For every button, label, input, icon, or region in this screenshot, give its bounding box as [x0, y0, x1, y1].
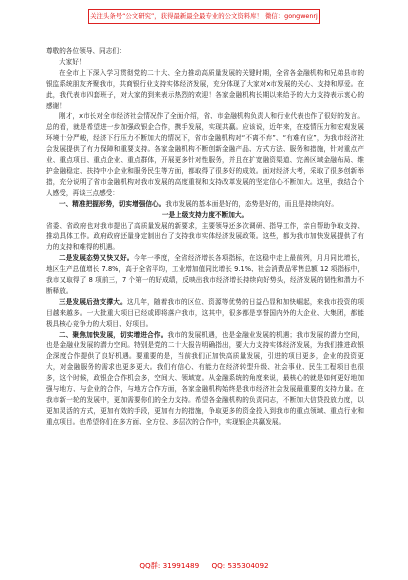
- document-body: [46, 46, 364, 428]
- greeting: 大家好！: [59, 57, 86, 66]
- subheading-text: 三是发展后劲支撑大。: [59, 297, 127, 306]
- section-heading: 一、精准把握形势，切实增强信心。: [59, 199, 166, 208]
- footer-contact: [0, 561, 408, 571]
- paragraph: 省委、省政府也对我市提出了高质量发展的新要求，主要领导还多次调研、指导工作，亲自帮助争取支持、推动具体工作。政府政府还量身定制出台了支持我市实体经济发展政策。这些，都为我市加快发展提供了有力的支持和难得的机遇。: [46, 221, 364, 252]
- section-paragraph: [46, 253, 364, 297]
- section-paragraph: [46, 297, 364, 330]
- subheading-text: 一是上级支持力度不断加大。: [161, 210, 249, 219]
- section-heading: 二、聚焦加快发展，切实增进合作。: [59, 330, 168, 339]
- section-text: 我市的发展机遇，也是金融业发展的机遇；我市发展的潜力空间，也是金融业发展的潜力空间。特别是党的二十大报告明确指出，要大力支持实体经济发展，为我们推进政银企深度合作提供了良好机遇。要重要的是，当前我们正加快高质量发展，引进的项目更多，企业的投资更大，对金融服务的需求也更多更大。我们有信心、有能力在经济转型升级、社会事业、民生工程项目也很多，这个时候，政银企合作机会多，空间大、领域宽。从金融系统的角度来说，最核心的就是如何更好地加强与地方、与企业的合作，与地方合作方面，各家金融机构始终是我市经济社会发展最重要的支持力量。在我市新一轮的发展中，更加需要你们的全力支持。希望各金融机构的负责同志，不断加大信贷投放力度，以更加灵活的方式，更加有效的手段，更加有力的措施，争取更多的资金投入到我市的重点领域、重点行业和重点项目。也希望你们在多方面、全方位、多层次的合作中，实现银企共赢发展。: [46, 330, 364, 426]
- section-paragraph: [46, 330, 364, 428]
- section-paragraph: [46, 199, 364, 210]
- paragraph: 刚才，ⅹ市长对全市经济社会情况作了全面介绍，省、市金融机构负责人和行业代表也作了很好的发言。总的看，就是希望进一步加强政银企合作，携手发展，实现共赢。应该说，近年来，在疫情压力和宏观发展环境十分严峻，经济下行压力不断加大的情况下，省市金融机构对“不离不弃”、“有难有应”，为我市经济社会发展提供了有力保障和重要支持。各家金融机构不断创新金融产品、方式方法、服务和措施，针对重点产业、重点项目、重点企业、重点群体，开展更多针对性服务，并且在扩宽融资渠道、完善区域金融布局、维护金融稳定、扶持中小企业和服务民生等方面，都取得了很多好的成效。面对经济大考，采取了很多创新举措，充分说明了省市金融机构对我市发展的高度重视和支持改革发展的坚定信心不断加大。这里，我结合个人感受，再谈三点感受：: [46, 112, 364, 197]
- section-text: 我市发展的基本面是好的，态势是好的，而且是持续向好。: [165, 199, 339, 208]
- section-text: 今年一季度，全省经济增长各项指标，在这稳中走上最前列，月月同比增长，地区生产总值增长 7.8%，高于全省平均，工业增加值同比增长 9.1%、社会消费品零售总额 12 项指标中，我市又取得了 8 项前三，7 个第一的好成绩，反映出我市经济增长持续向好势头，经济发展的韧性和潜力不断释放。: [46, 254, 364, 295]
- section-text: 这几年，随着我市的区位、资源等优势的日益凸显和加快崛起，来我市投资的项目越来越多。一大批重大项目已经或即将落户我市，这其中，很多都是享誉国内外的大企业、大集团，都能极具核心竞争力的大项目、好项目。: [46, 297, 365, 328]
- header-banner: 关注头条号“公文研究”，获得最新最全最专业的公文资料库！ 微信：gongwenrj: [88, 9, 320, 24]
- subheading-text: 二是发展态势又快又好。: [59, 254, 134, 263]
- subheading: [46, 210, 364, 221]
- paragraph: 在全市上下深入学习贯彻党的二十大、全力推动高质量发展的关键时期，全省各金融机构和兄弟县市的银监系统朋友齐聚我市，共商银行业支持实体经济发展，充分体现了大家对ⅹ市发展的关心、支持和厚爱。在此，我代表市四套班子，对大家的到来表示热烈的欢迎！各家金融机构长期以来给予的大力支持表示衷心的感谢！: [46, 68, 364, 110]
- salutation: 尊敬的各位领导、同志们：: [46, 47, 126, 55]
- footer-qq-group: QQ群: 31991489: [139, 561, 200, 570]
- footer-qq: QQ: 535304092: [211, 561, 269, 570]
